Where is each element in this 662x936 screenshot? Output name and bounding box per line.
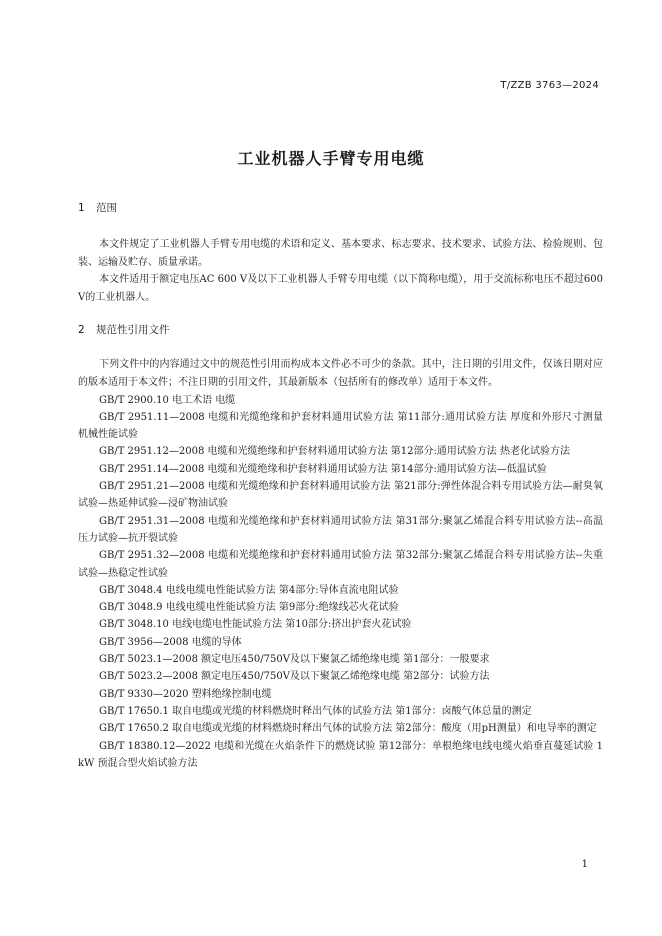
document-code: T/ZZB 3763—2024	[500, 80, 599, 91]
reference-item: GB/T 3048.9 电线电缆电性能试验方法 第9部分:绝缘线芯火花试验	[99, 602, 399, 614]
reference-item: GB/T 2951.12—2008 电缆和光缆绝缘和护套材料通用试验方法 第12部分:通用试验方法 热老化试验方法	[99, 446, 570, 458]
document-title: 工业机器人手臂专用电缆	[237, 149, 425, 168]
section-number: 1	[78, 202, 85, 214]
scope-paragraph: 本文件规定了工业机器人手臂专用电缆的术语和定义、基本要求、标志要求、技术要求、试验方法、检验规则、包装、运输及贮存、质量承诺。	[78, 239, 603, 268]
reference-item: GB/T 5023.2—2008 额定电压450/750V及以下聚氯乙烯绝缘电缆 第2部分：试验方法	[99, 671, 490, 683]
document-body	[78, 198, 603, 772]
reference-item: GB/T 3048.10 电线电缆电性能试验方法 第10部分:挤出护套火花试验	[99, 619, 412, 631]
reference-item: GB/T 5023.1—2008 额定电压450/750V及以下聚氯乙烯绝缘电缆 第1部分：一般要求	[99, 654, 490, 666]
reference-item: GB/T 2900.10 电工术语 电缆	[99, 394, 236, 406]
section-heading-scope	[78, 198, 603, 218]
reference-item: GB/T 3048.4 电线电缆电性能试验方法 第4部分:导体直流电阻试验	[99, 584, 399, 596]
reference-item: GB/T 17650.2 取自电缆或光缆的材料燃烧时释出气体的试验方法 第2部分：酸度（用pH测量）和电导率的测定	[99, 723, 597, 735]
reference-item: GB/T 2951.14—2008 电缆和光缆绝缘和护套材料通用试验方法 第14部分:通用试验方法—低温试验	[99, 463, 547, 475]
reference-item: GB/T 2951.21—2008 电缆和光缆绝缘和护套材料通用试验方法 第21部分:弹性体混合料专用试验方法—耐臭氧试验—热延伸试验—浸矿物油试验	[78, 481, 603, 510]
section-heading-normative-references	[78, 320, 603, 340]
reference-item: GB/T 2951.11—2008 电缆和光缆绝缘和护套材料通用试验方法 第11部分:通用试验方法 厚度和外形尺寸测量 机械性能试验	[78, 411, 603, 441]
reference-item: GB/T 3956—2008 电缆的导体	[99, 636, 242, 648]
section-title: 规范性引用文件	[96, 324, 170, 337]
reference-item: GB/T 2951.32—2008 电缆和光缆绝缘和护套材料通用试验方法 第32部分:聚氯乙烯混合料专用试验方法--失重试验—热稳定性试验	[78, 550, 603, 579]
reference-item: GB/T 2951.31—2008 电缆和光缆绝缘和护套材料通用试验方法 第31部分:聚氯乙烯混合料专用试验方法--高温压力试验—抗开裂试验	[78, 515, 603, 544]
section-number: 2	[78, 324, 85, 337]
page-number: 1	[581, 859, 588, 870]
section-title: 范围	[96, 202, 117, 214]
reference-item: GB/T 9330—2020 塑料绝缘控制电缆	[99, 688, 272, 700]
references-intro: 下列文件中的内容通过文中的规范性引用而构成本文件必不可少的条款。其中，注日期的引用文件，仅该日期对应的版本适用于本文件；不注日期的引用文件，其最新版本（包括所有的修改单）适用于本文件。	[78, 359, 603, 388]
reference-item: GB/T 17650.1 取自电缆或光缆的材料燃烧时释出气体的试验方法 第1部分：卤酸气体总量的测定	[99, 705, 532, 717]
scope-paragraph: 本文件适用于额定电压AC 600 V及以下工业机器人手臂专用电缆（以下简称电缆），用于交流标称电压不超过600 V的工业机器人。	[78, 274, 603, 303]
reference-item: GB/T 18380.12—2022 电缆和光缆在火焰条件下的燃烧试验 第12部分：单根绝缘电线电缆火焰垂直蔓延试验 1 kW 预混合型火焰试验方法	[78, 740, 603, 769]
